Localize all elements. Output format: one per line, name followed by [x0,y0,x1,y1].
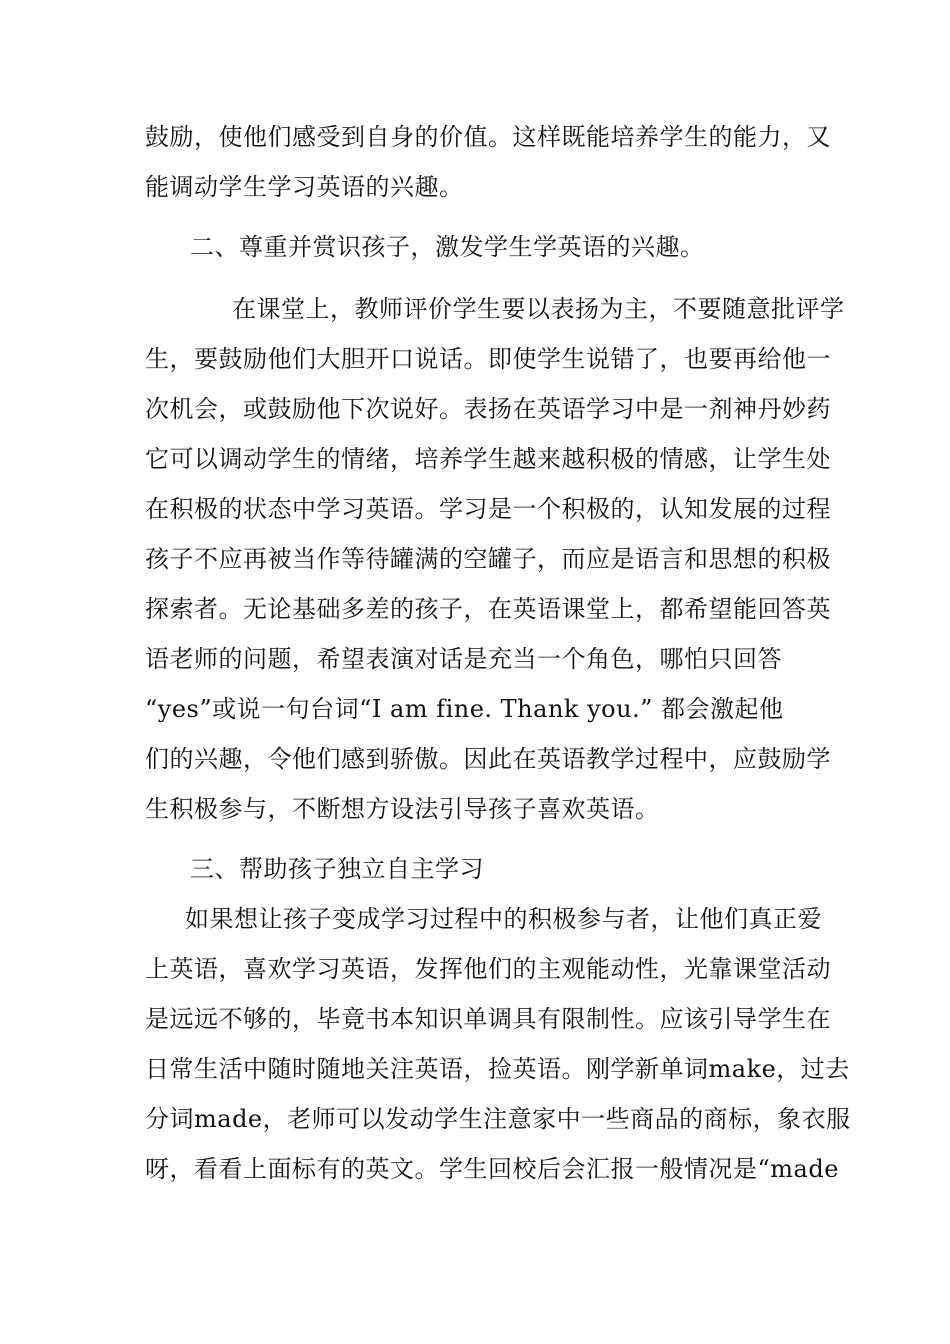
section-heading-3: 三、帮助孩子独立自主学习 [190,855,484,883]
text-line-2: 能调动学生学习英语的兴趣。 [145,173,464,201]
text-line-9: 孩子不应再被当作等待罐满的空罐子，而应是语言和思想的积极 [145,545,831,573]
text-line-7: 它可以调动学生的情绪，培养学生越来越积极的情感，让学生处 [145,445,831,473]
text-line-10: 探索者。无论基础多差的孩子，在英语课堂上，都希望能回答英 [145,595,831,623]
text-line-5: 生，要鼓励他们大胆开口说话。即使学生说错了，也要再给他一 [145,345,831,373]
text-line-12: “yes”或说一句台词“I am fine. Thank you.” 都会激起他 [145,695,784,723]
text-line-13: 们的兴趣，令他们感到骄傲。因此在英语教学过程中，应鼓励学 [145,745,831,773]
text-line-16: 如果想让孩子变成学习过程中的积极参与者，让他们真正爱 [185,905,822,933]
text-line-4: 在课堂上，教师评价学生要以表扬为主，不要随意批评学 [232,295,845,323]
text-line-8: 在积极的状态中学习英语。学习是一个积极的，认知发展的过程 [145,495,831,523]
text-line-1: 鼓励，使他们感受到自身的价值。这样既能培养学生的能力，又 [145,123,831,151]
text-line-18: 是远远不够的，毕竟书本知识单调具有限制性。应该引导学生在 [145,1005,831,1033]
section-heading-2: 二、尊重并赏识孩子，激发学生学英语的兴趣。 [190,233,705,261]
text-line-11: 语老师的问题，希望表演对话是充当一个角色，哪怕只回答 [145,645,782,673]
text-line-21: 呀，看看上面标有的英文。学生回校后会汇报一般情况是“made [145,1155,839,1183]
text-line-17: 上英语，喜欢学习英语，发挥他们的主观能动性，光靠课堂活动 [145,955,831,983]
text-line-19: 日常生活中随时随地关注英语，捡英语。刚学新单词make，过去 [145,1055,850,1083]
text-line-6: 次机会，或鼓励他下次说好。表扬在英语学习中是一剂神丹妙药 [145,395,831,423]
text-line-20: 分词made，老师可以发动学生注意家中一些商品的商标，象衣服 [145,1105,851,1133]
text-line-14: 生积极参与，不断想方设法引导孩子喜欢英语。 [145,795,660,823]
